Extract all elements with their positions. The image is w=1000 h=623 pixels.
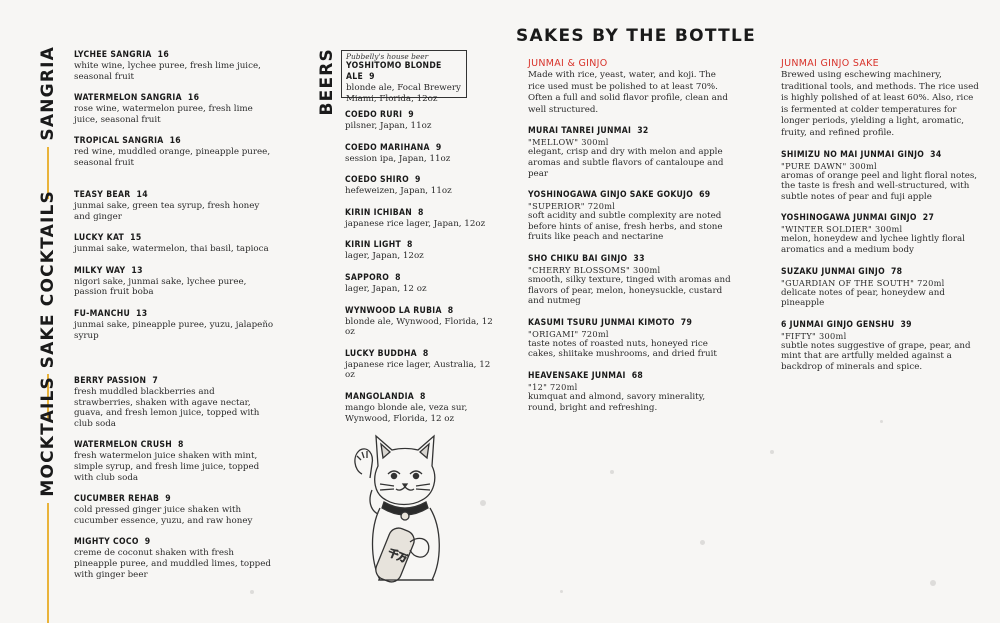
menu-item [74, 494, 274, 526]
menu-item [345, 392, 495, 424]
item-price: 13 [136, 308, 148, 319]
item-description: japanese rice lager, Australia, 12 oz [345, 359, 491, 381]
junmai-ginjo-sake-section [781, 58, 983, 384]
item-price: 8 [395, 272, 401, 283]
item-description: fresh muddled blackberries and strawberries, shaken with agave nectar, guava, and fresh lemon juice, topped with club soda [74, 387, 260, 429]
item-price: 16 [157, 50, 170, 60]
category-description: Brewed using eschewing machinery, traditional tools, and methods. The rice used is highly polished of at least 60%. Also, rice is fermented at colder temperatures for longer periods, yielding a light, aromatic, fruity, and refined profile. [781, 70, 979, 138]
section-title-sangria [38, 46, 58, 199]
menu-item [781, 320, 983, 373]
item-description: white wine, lychee puree, fresh lime juice, seasonal fruit [74, 61, 261, 82]
menu-item [781, 150, 983, 203]
item-description: red wine, muddled orange, pineapple puree, seasonal fruit [74, 147, 271, 168]
item-description: hefeweizen, Japan, 11oz [345, 186, 452, 197]
item-description: elegant, crisp and dry with melon and apple aromas and subtle flavors of cantaloupe and pear [528, 147, 724, 179]
item-price: 32 [637, 126, 649, 137]
item-price: 13 [131, 265, 143, 276]
item-subtitle: "PURE DAWN" 300ml [781, 160, 877, 171]
item-description: cold pressed ginger juice shaken with cucumber essence, yuzu, and raw honey [74, 505, 253, 526]
menu-item [74, 50, 274, 82]
paper-speck [770, 450, 774, 454]
item-description: junmai sake, watermelon, thai basil, tapioca [74, 244, 269, 255]
item-description: taste notes of roasted nuts, honeyed rice cakes, shiitake mushrooms, and dried fruit [528, 338, 717, 360]
item-description: kumquat and almond, savory minerality, round, bright and refreshing. [528, 391, 706, 413]
category-title: JUNMAI GINJO SAKE [781, 58, 879, 69]
menu-item [345, 208, 495, 230]
item-price: 39 [900, 319, 912, 330]
item-price: 8 [178, 440, 184, 451]
item-description: melon, honeydew and lychee lightly floral aromatics and a medium body [781, 234, 965, 255]
item-price: 15 [130, 233, 142, 244]
item-description: subtle notes suggestive of grape, pear, and mint that are artfully melded against a backdrop of minerals and spice. [781, 340, 971, 372]
item-price: 14 [136, 190, 148, 200]
sakes-title: SAKES BY THE BOTTLE [516, 26, 757, 46]
item-price: 16 [187, 93, 200, 104]
paper-speck [700, 540, 705, 545]
sangria-list [74, 50, 274, 180]
menu-item [528, 126, 733, 179]
menu-item [345, 143, 495, 165]
item-subtitle: "ORIGAMI" 720ml [528, 328, 609, 339]
item-name: SUZAKU JUNMAI GINJO [781, 266, 885, 277]
menu-item [345, 175, 495, 197]
item-price: 16 [169, 136, 181, 147]
item-description: nigori sake, junmai sake, lychee puree, passion fruit boba [74, 276, 247, 298]
item-name: MURAI TANREI JUNMAI [528, 126, 632, 137]
svg-text:千万: 千万 [386, 547, 409, 566]
menu-item [74, 266, 274, 298]
item-name: YOSHINOGAWA JUNMAI GINJO [781, 213, 917, 224]
item-subtitle: "12" 720ml [528, 381, 578, 392]
item-subtitle: "WINTER SOLDIER" 300ml [781, 224, 903, 235]
menu-item [74, 376, 274, 429]
junmai-ginjo-section [528, 58, 733, 424]
item-subtitle: "FIFTY" 300ml [781, 330, 847, 341]
menu-item [781, 213, 983, 255]
item-description: pilsner, Japan, 11oz [345, 121, 432, 131]
section-title-beers [317, 48, 337, 116]
item-price: 9 [435, 142, 442, 153]
item-price: 78 [890, 266, 903, 277]
item-description: aromas of orange peel and light floral notes, the taste is fresh and well-structured, with subtle notes of pear and fuji apple [781, 170, 978, 202]
item-name: WATERMELON SANGRIA [74, 93, 182, 104]
item-description: creme de coconut shaken with fresh pineapple puree, and muddled limes, topped with ginger beer [74, 548, 271, 580]
item-subtitle: "SUPERIOR" 720ml [528, 201, 616, 212]
item-name: HEAVENSAKE JUNMAI [528, 370, 626, 381]
item-subtitle: "MELLOW" 300ml [528, 137, 609, 148]
item-name: KIRIN ICHIBAN [345, 207, 412, 218]
item-price: 34 [930, 149, 942, 160]
menu-item [74, 309, 274, 341]
paper-speck [610, 470, 614, 474]
item-price: 8 [420, 391, 426, 402]
item-price: 8 [422, 348, 429, 359]
category-title: JUNMAI & GINJO [528, 58, 608, 69]
item-price: 27 [922, 213, 935, 224]
item-name: MANGOLANDIA [345, 391, 415, 402]
item-name: LYCHEE SANGRIA [74, 50, 152, 60]
item-name: 6 JUNMAI GINJO GENSHU [781, 319, 895, 330]
item-description: session ipa, Japan, 11oz [345, 153, 451, 164]
item-price: 9 [144, 537, 151, 548]
item-name: KIRIN LIGHT [345, 240, 402, 251]
item-description: delicate notes of pear, honeydew and pineapple [781, 287, 945, 309]
menu-item [74, 136, 274, 168]
item-price: 9 [414, 175, 421, 186]
menu-item [345, 110, 495, 132]
sake-cocktails-title: SAKE COCKTAILS [38, 190, 58, 369]
menu-item [781, 267, 983, 309]
accent-line [47, 503, 49, 623]
item-name: LUCKY KAT [74, 233, 125, 244]
item-price: 33 [633, 253, 645, 264]
item-name: KASUMI TSURU JUNMAI KIMOTO [528, 317, 675, 328]
item-name: COEDO MARIHANA [345, 142, 430, 153]
item-price: 9 [165, 494, 171, 505]
item-name: SHIMIZU NO MAI JUNMAI GINJO [781, 149, 925, 160]
item-name: MILKY WAY [74, 265, 126, 276]
item-description: rose wine, watermelon puree, fresh lime juice, seasonal fruit [74, 104, 253, 125]
item-name: WATERMELON CRUSH [74, 440, 173, 451]
item-name: TEASY BEAR [74, 190, 131, 200]
menu-item [528, 371, 733, 413]
item-price: 8 [407, 240, 413, 251]
item-price: 68 [631, 370, 644, 381]
item-price: 9 [408, 110, 414, 120]
menu-item [528, 254, 733, 307]
menu-item [528, 318, 733, 360]
item-name: CUCUMBER REHAB [74, 494, 160, 505]
item-name: SHO CHIKU BAI GINJO [528, 253, 628, 264]
maneki-neko-icon [340, 430, 460, 590]
menu-item [345, 349, 495, 381]
mocktails-title: MOCKTAILS [38, 376, 58, 497]
item-description: blonde ale, Wynwood, Florida, 12 oz [345, 316, 493, 338]
beers-title: BEERS [317, 48, 337, 116]
menu-item [345, 240, 495, 262]
item-description: blonde ale, Focal Brewery Miami, Florida, 12oz [346, 83, 461, 104]
item-description: smooth, silky texture, tinged with aromas and flavors of pear, melon, honeysuckle, custard and nutmeg [528, 274, 731, 307]
item-price: 8 [418, 207, 424, 218]
house-beer-box [341, 50, 467, 104]
item-description: mango blonde ale, veza sur, Wynwood, Florida, 12 oz [345, 402, 468, 424]
sangria-title: SANGRIA [38, 46, 58, 141]
item-description: japanese rice lager, Japan, 12oz [345, 218, 486, 229]
menu-item [74, 93, 274, 125]
menu-item [74, 233, 274, 255]
paper-speck [880, 420, 883, 423]
item-price: 7 [152, 376, 159, 386]
beers-list [345, 110, 495, 435]
item-name: MIGHTY COCO [74, 537, 139, 548]
item-description: lager, Japan, 12oz [345, 251, 424, 262]
item-price: 8 [447, 305, 454, 316]
item-price: 69 [699, 190, 711, 201]
house-beer-tag: Pubbelly's house beer [346, 52, 429, 61]
item-name: COEDO SHIRO [345, 175, 409, 186]
menu-item [74, 190, 274, 222]
paper-speck [930, 580, 936, 586]
item-description: lager, Japan, 12 oz [345, 283, 427, 294]
item-subtitle: "CHERRY BLOSSOMS" 300ml [528, 264, 661, 275]
item-name: WYNWOOD LA RUBIA [345, 305, 442, 316]
item-description: junmai sake, green tea syrup, fresh honey and ginger [74, 201, 260, 222]
item-name: LUCKY BUDDHA [345, 348, 417, 359]
item-description: soft acidity and subtle complexity are noted before hints of anise, fresh herbs, and stone fruits like peach and nectarine [528, 211, 723, 243]
item-price: 79 [680, 317, 693, 328]
item-name: COEDO RURI [345, 110, 403, 120]
mocktails-list [74, 376, 274, 591]
menu-item [345, 273, 495, 295]
item-description: junmai sake, pineapple puree, yuzu, jalapeño syrup [74, 319, 274, 341]
item-name: SAPPORO [345, 272, 390, 283]
item-subtitle: "GUARDIAN OF THE SOUTH" 720ml [781, 277, 945, 288]
section-title-mocktails [38, 376, 58, 623]
paper-speck [480, 500, 486, 506]
item-description: fresh watermelon juice shaken with mint, simple syrup, and fresh lime juice, topped with club soda [74, 451, 260, 483]
menu-item [74, 537, 274, 580]
lucky-cat-illustration [340, 430, 460, 590]
menu-item [528, 190, 733, 243]
category-description: Made with rice, yeast, water, and koji. The rice used must be polished to at least 70%. Often a full and solid flavor profile, clean and well structured. [528, 70, 728, 115]
item-name: TROPICAL SANGRIA [74, 136, 164, 147]
item-name: YOSHITOMO BLONDE ALE [346, 61, 442, 82]
item-name: BERRY PASSION [74, 376, 147, 386]
item-price: 9 [369, 72, 375, 82]
item-name: YOSHINOGAWA GINJO SAKE GOKUJO [528, 190, 694, 201]
paper-speck [560, 590, 563, 593]
item-name: FU-MANCHU [74, 308, 131, 319]
menu-item [74, 440, 274, 483]
menu-item [345, 306, 495, 338]
sake-cocktails-list [74, 190, 274, 352]
